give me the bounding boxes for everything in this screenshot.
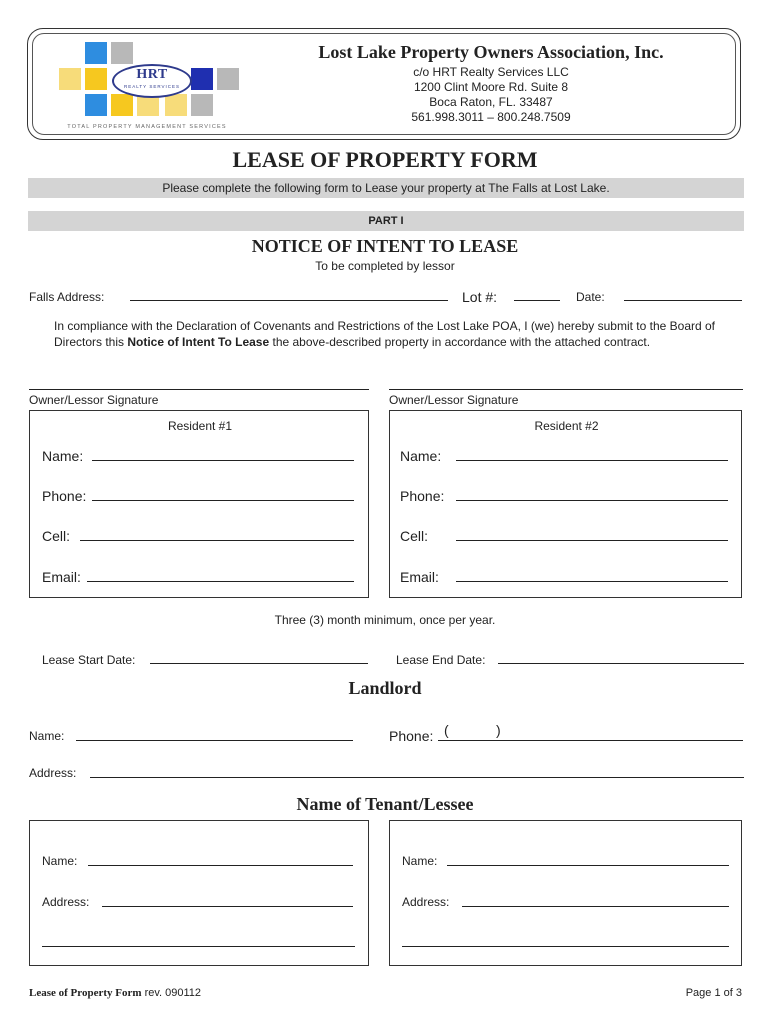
- para-before: In compliance with the Declaration of Covenants and Restrictions of the Lost Lake POA, I (we) hereby submit to the Board of Directors this: [54, 319, 716, 349]
- phone-paren-close: ): [496, 722, 501, 738]
- tenant-title: Name of Tenant/Lessee: [296, 794, 474, 814]
- r2-name-label: Name:: [400, 448, 442, 464]
- r1-phone-field[interactable]: [92, 500, 354, 501]
- falls-address-field[interactable]: [130, 300, 448, 301]
- date-label: Date:: [576, 290, 605, 304]
- signature-line-2[interactable]: [389, 389, 743, 390]
- logo-subtitle: REALTY SERVICES: [123, 84, 181, 89]
- landlord-phone-field[interactable]: [438, 740, 743, 741]
- footer-form-name: Lease of Property Form: [29, 987, 142, 999]
- signature-label-1: Owner/Lessor Signature: [29, 393, 159, 407]
- t1-address-field[interactable]: [102, 906, 353, 907]
- notice-subtitle: To be completed by lessor: [315, 259, 455, 273]
- resident-1-box: [29, 410, 369, 598]
- notice-title: NOTICE OF INTENT TO LEASE: [251, 236, 519, 256]
- r1-email-label: Email:: [42, 569, 81, 585]
- r1-name-field[interactable]: [92, 460, 354, 461]
- r2-phone-label: Phone:: [400, 488, 445, 504]
- para-bold: Notice of Intent To Lease: [127, 335, 270, 349]
- date-field[interactable]: [624, 300, 742, 301]
- para-after: the above-described property in accordance with the attached contract.: [269, 335, 651, 349]
- resident-1-title: Resident #1: [167, 419, 233, 433]
- lot-label: Lot #:: [462, 289, 498, 305]
- address-line-1: c/o HRT Realty Services LLC: [413, 65, 569, 79]
- form-title: LEASE OF PROPERTY FORM: [232, 147, 538, 172]
- r2-cell-field[interactable]: [456, 540, 728, 541]
- t2-address-field-2[interactable]: [402, 946, 729, 947]
- t2-address-field[interactable]: [462, 906, 729, 907]
- r2-email-field[interactable]: [456, 581, 728, 582]
- phone-paren-open: (: [444, 722, 449, 738]
- r1-cell-field[interactable]: [80, 540, 354, 541]
- lease-start-label: Lease Start Date:: [42, 653, 136, 667]
- r2-cell-label: Cell:: [400, 528, 429, 544]
- footer-page: Page 1 of 3: [685, 987, 742, 999]
- intro-bar: [28, 178, 744, 198]
- r2-name-field[interactable]: [456, 460, 728, 461]
- falls-address-label: Falls Address:: [29, 290, 105, 304]
- lease-minimum-note: Three (3) month minimum, once per year.: [274, 613, 496, 627]
- t2-name-label: Name:: [402, 854, 438, 868]
- tenant-2-box: [389, 820, 742, 966]
- t1-address-label: Address:: [42, 895, 90, 909]
- t1-name-field[interactable]: [88, 865, 353, 866]
- lot-field[interactable]: [514, 300, 560, 301]
- r1-name-label: Name:: [42, 448, 84, 464]
- t1-address-field-2[interactable]: [42, 946, 355, 947]
- landlord-name-label: Name:: [29, 729, 65, 743]
- part-label: PART I: [368, 215, 404, 227]
- r1-email-field[interactable]: [87, 581, 354, 582]
- landlord-address-label: Address:: [29, 766, 77, 780]
- phone-line: 561.998.3011 – 800.248.7509: [411, 110, 571, 124]
- part-bar: [28, 211, 744, 231]
- lease-end-label: Lease End Date:: [396, 653, 486, 667]
- lease-start-field[interactable]: [150, 663, 368, 664]
- r1-phone-label: Phone:: [42, 488, 87, 504]
- t1-name-label: Name:: [42, 854, 78, 868]
- t2-name-field[interactable]: [447, 865, 729, 866]
- landlord-name-field[interactable]: [76, 740, 353, 741]
- signature-line-1[interactable]: [29, 389, 369, 390]
- r1-cell-label: Cell:: [42, 528, 71, 544]
- resident-2-title: Resident #2: [534, 419, 599, 433]
- lease-end-field[interactable]: [498, 663, 744, 664]
- footer-form-info: [29, 987, 201, 999]
- org-name: Lost Lake Property Owners Association, Inc.: [318, 42, 664, 62]
- signature-label-2: Owner/Lessor Signature: [389, 393, 519, 407]
- landlord-title: Landlord: [348, 678, 422, 698]
- logo-tagline: TOTAL PROPERTY MANAGEMENT SERVICES: [67, 124, 227, 130]
- r2-phone-field[interactable]: [456, 500, 728, 501]
- resident-2-box: [389, 410, 742, 598]
- tenant-1-box: [29, 820, 369, 966]
- landlord-address-field[interactable]: [90, 777, 744, 778]
- intro-text: Please complete the following form to Lease your property at The Falls at Lost Lake.: [162, 181, 610, 195]
- t2-address-label: Address:: [402, 895, 450, 909]
- r2-email-label: Email:: [400, 569, 439, 585]
- address-line-3: Boca Raton, FL. 33487: [429, 95, 553, 109]
- landlord-phone-label: Phone:: [389, 728, 434, 744]
- footer-revision: rev. 090112: [144, 987, 202, 999]
- compliance-paragraph: [54, 318, 734, 350]
- logo-mark: HRT: [136, 67, 168, 82]
- address-line-2: 1200 Clint Moore Rd. Suite 8: [413, 80, 569, 94]
